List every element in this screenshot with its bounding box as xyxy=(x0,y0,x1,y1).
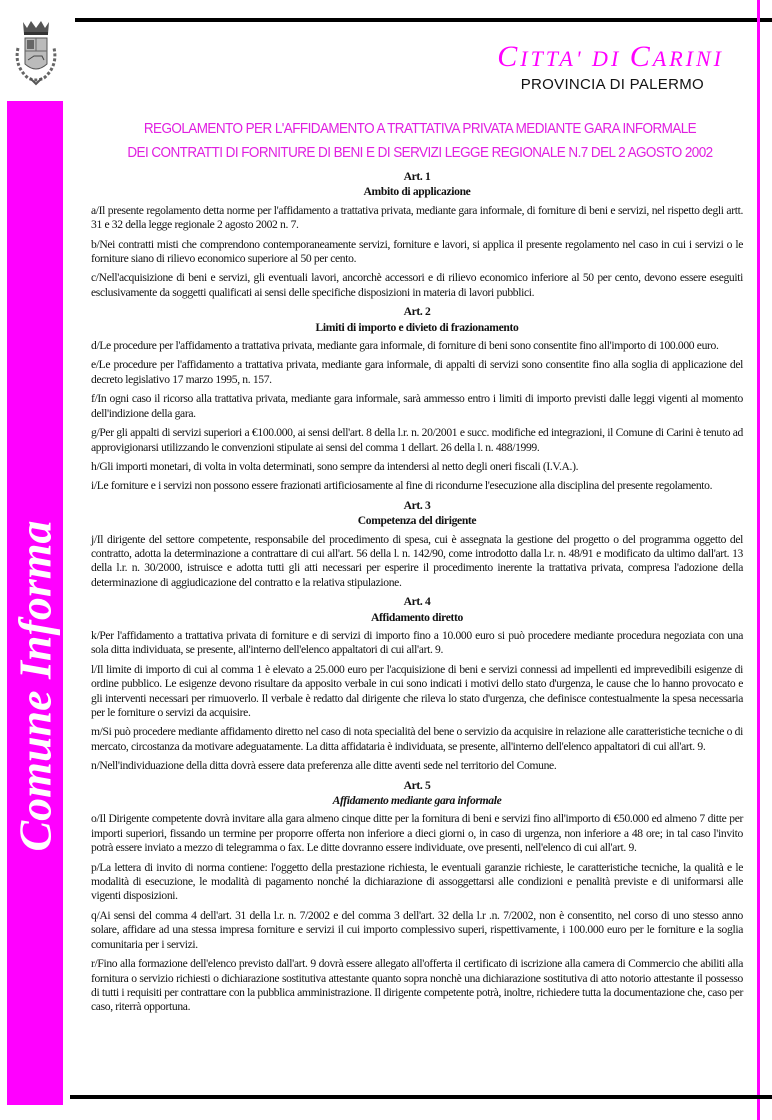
bottom-rule xyxy=(70,1095,772,1099)
article-number: Art. 2 xyxy=(403,305,431,319)
article-paragraph: d/Le procedure per l'affidamento a trattativa privata, mediante gara informale, di forniture di beni sono consentite fino all'importo di 100.000 euro. xyxy=(91,339,719,353)
article-paragraph: p/La lettera di invito di norma contiene: l'oggetto della prestazione richiesta, le eventuali garanzie richieste, le caratteristiche tecniche, la qualità e le modalità di esecuzione, le modalità di pagamento nonché la dichiarazione di assoggettarsi alle condizioni e penalità previste e di uniformarsi alle vigenti disposizioni. xyxy=(91,860,743,903)
article-paragraph: g/Per gli appalti di servizi superiori a €100.000, ai sensi dell'art. 8 della l.r. n. 20/2001 e succ. modifiche ed integrazioni, il Comune di Carini è tenuto ad approvigionarsi utilizzando le convenzioni stipulate ai sensi del comma 1 dellart. 26 della l. n. 488/1999. xyxy=(91,426,743,454)
city-text: ITTA' DI xyxy=(520,46,630,71)
article-heading: Limiti di importo e divieto di frazionamento xyxy=(315,320,519,334)
article-paragraph: f/In ogni caso il ricorso alla trattativa privata, mediante gara informale, sarà ammesso entro i limiti di importo previsti dalle leggi vigenti al momento dell'indizione della gara. xyxy=(91,392,743,420)
article-paragraph: j/Il dirigente del settore competente, responsabile del procedimento di spesa, cui è assegnata la gestione del progetto o del programma oggetto del contratto, adotta la determinazione a contrattare di cui all'art. 56 della l. n. 142/90, come introdotto dalla l.r. n. 48/91 e modificato da ultimo dall'art. 13 della l.r. n. 30/2000, istruisce e adotta tutti gli atti necessari per esperire il procedimento inerente la trattativa privata, compresa l'adozione della determinazione di aggiudicazione del contratto e la relativa stipulazione. xyxy=(91,532,743,589)
article-heading: Affidamento diretto xyxy=(371,610,463,624)
article-paragraph: n/Nell'individuazione della ditta dovrà essere data preferenza alle ditte aventi sede nel territorio del Comune. xyxy=(91,759,557,773)
article-number: Art. 1 xyxy=(403,170,431,183)
article-paragraph: e/Le procedure per l'affidamento a trattativa privata, mediante gara informale, di appalti di servizi sono consentite fino alla soglia di applicazione del decreto legislativo 17 marzo 1995, n. 157. xyxy=(91,358,743,386)
document-title-line2: DEI CONTRATTI DI FORNITURE DI BENI E DI SERVIZI LEGGE REGIONALE N.7 DEL 2 AGOSTO 2002 xyxy=(127,145,713,161)
province-name: PROVINCIA DI PALERMO xyxy=(520,76,704,93)
article-paragraph: i/Le forniture e i servizi non possono essere frazionati artificiosamente al fine di ricondurne l'esecuzione alla disciplina del presente regolamento. xyxy=(91,479,713,493)
article-paragraph: h/Gli importi monetari, di volta in volta determinati, sono sempre da intendersi al netto degli oneri fiscali (I.V.A.). xyxy=(91,459,579,473)
right-accent-rule xyxy=(757,0,760,1120)
article-heading: Affidamento mediante gara informale xyxy=(332,794,502,808)
article-paragraph: k/Per l'affidamento a trattativa privata di forniture e di servizi di importo fino a 10.000 euro si può procedere mediante procedura negoziata con una sola ditta individuata, se presente, all'interno dell'elenco appaltatori di cui all'art. 9. xyxy=(91,628,743,657)
article-paragraph: o/Il Dirigente competente dovrà invitare alla gara almeno cinque ditte per la fornitura di beni e servizi fino all'importo di €50.000 ed almeno 7 ditte per importi superiori, fissando un termine per proporre offerta non inferiore a dieci giorni o, in caso di urgenza, non inferiore a 48 ore; in tal caso l'invito potrà essere inviato a mezzo di telegramma o fax. Le ditte dovranno essere individuate, ove presenti, nell'elenco di cui all'art. 9. xyxy=(91,812,743,855)
article-heading: Ambito di applicazione xyxy=(363,185,471,199)
city-text: ARINI xyxy=(652,46,724,71)
sidebar-banner xyxy=(7,101,63,1105)
article-paragraph: r/Fino alla formazione dell'elenco previsto dall'art. 9 dovrà essere allegato all'offerta il certificato di iscrizione alla camera di Commercio che abiliti alla fornitura o servizio richiesti o dichiarazione sostitutiva attestante quanto sopra nonchè una dichiarazione sostitutiva di atto notorio attestante il possesso di tutti i requisiti per contrattare con la pubblica amministrazione. Il dirigente competente potrà, inoltre, richiedere tutta la documentazione che, caso per caso, riterrà opportuna. xyxy=(91,957,743,1014)
top-rule xyxy=(75,18,772,22)
article-paragraph: a/Il presente regolamento detta norme per l'affidamento a trattativa privata, mediante gara informale, di forniture di beni e servizi, nel rispetto degli artt. 31 e 32 della legge regionale 2 agosto 2002 n. 7. xyxy=(91,203,743,232)
city-initial: C xyxy=(629,40,653,73)
article-number: Art. 5 xyxy=(403,778,431,792)
document-body xyxy=(91,168,743,1020)
city-name xyxy=(497,40,724,74)
article-paragraph: q/Ai sensi del comma 4 dell'art. 31 della l.r. n. 7/2002 e del comma 3 dell'art. 32 della l.r .n. 7/2002, non è consentito, nel corso di uno stesso anno solare, affidare ad una stessa impresa forniture e servizi il cui importo complessivo superi, rispettivamente, i 100.000 euro per le forniture e la soglia comunitaria per i servizi. xyxy=(91,908,743,951)
article-number: Art. 3 xyxy=(403,498,431,512)
article-number: Art. 4 xyxy=(403,595,431,609)
city-initial: C xyxy=(497,40,521,73)
article-paragraph: b/Nei contratti misti che comprendono contemporaneamente servizi, forniture e lavori, si applica il presente regolamento nel caso in cui i servizi o le forniture siano di rilievo economico superiore al 50 per cento. xyxy=(91,237,743,266)
coat-of-arms-logo xyxy=(8,18,64,94)
article-heading: Competenza del dirigente xyxy=(357,514,477,528)
article-paragraph: l/Il limite di importo di cui al comma 1 è elevato a 25.000 euro per l'acquisizione di beni e servizi connessi ad impellenti ed imprevedibili esigenze di ordine pubblico. Le esigenze devono risultare da apposito verbale in cui sono indicati i motivi dello stato d'urgenza, le cause che lo hanno provocato e gli interventi necessari per rimuoverlo. Il verbale è redatto dal dirigente che rileva lo stato d'urgenza, che definisce contestualmente la spesa necessaria per le forniture o servizi da acquisire. xyxy=(91,662,743,719)
document-title-line1: REGOLAMENTO PER L'AFFIDAMENTO A TRATTATIVA PRIVATA MEDIANTE GARA INFORMALE xyxy=(143,121,697,137)
article-paragraph: c/Nell'acquisizione di beni e servizi, gli eventuali lavori, ancorchè accessori e di rilievo economico inferiore al 50 per cento, devono essere eseguiti esclusivamente da soggetti qualificati ai sensi delle specifiche disposizioni in materia di lavori pubblici. xyxy=(91,271,743,299)
article-paragraph: m/Si può procedere mediante affidamento diretto nel caso di nota specialità del bene o servizio da acquisire in relazione alle caratteristiche tecniche o di mercato, circostanza da motivare adeguatamente. La ditta affidataria è individuata, se presente, all'interno dell'elenco appaltatori di cui all'art. 9. xyxy=(91,725,743,753)
sidebar-label: Comune Informa xyxy=(9,520,61,852)
